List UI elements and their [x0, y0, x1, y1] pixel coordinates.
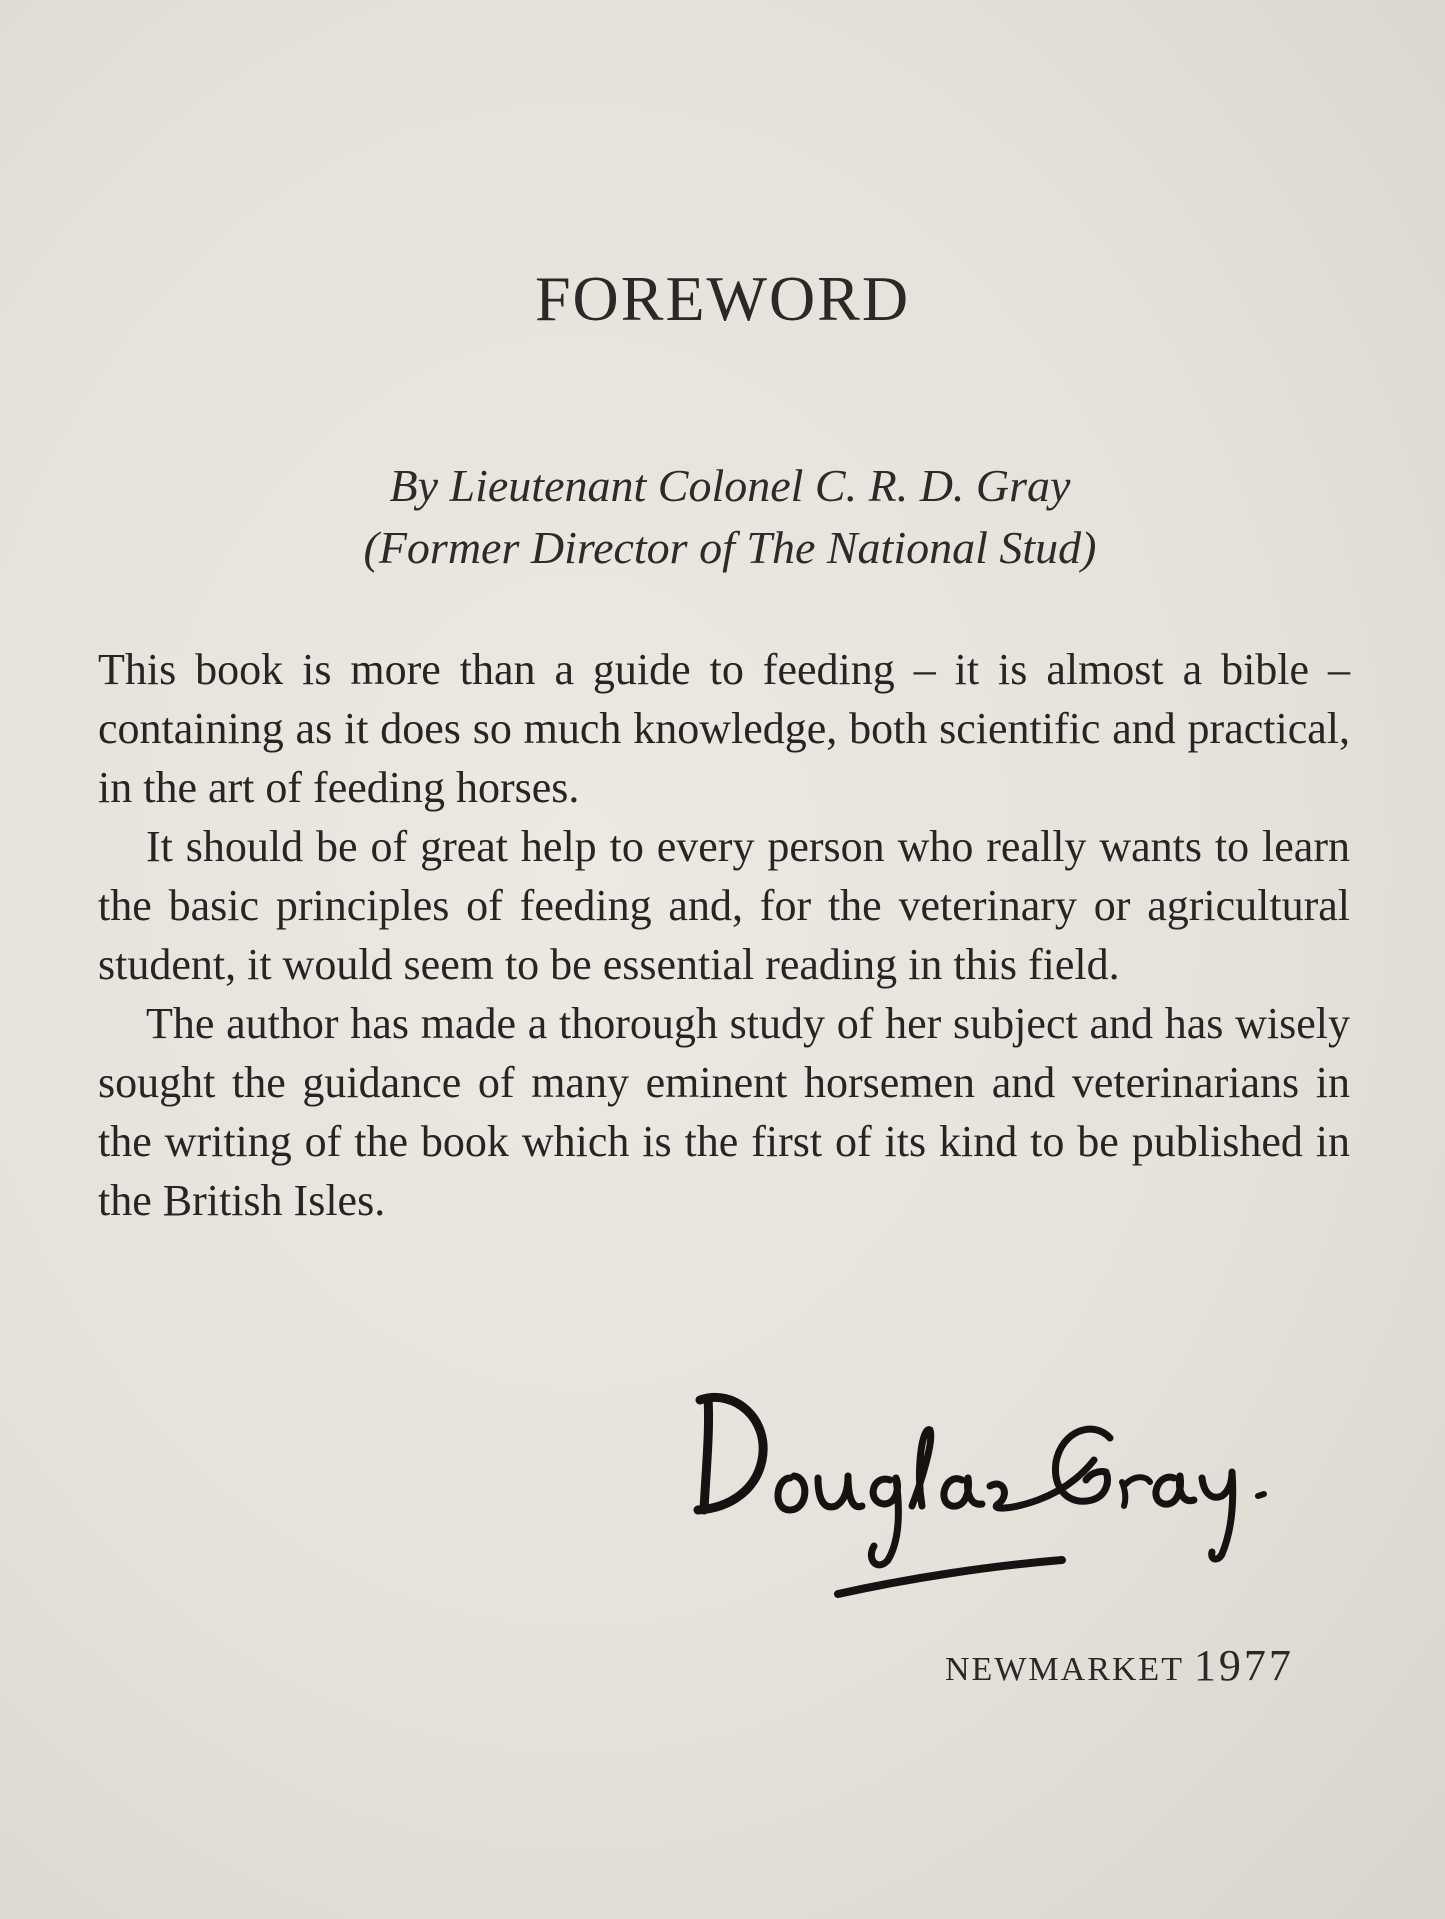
- place-and-date: [945, 1640, 1305, 1691]
- place-label: NEWMARKET: [945, 1651, 1184, 1688]
- byline-author: By Lieutenant Colonel C. R. D. Gray: [389, 460, 1071, 511]
- page-title: FOREWORD: [534, 263, 911, 334]
- paragraph-2: It should be of great help to every person who really wants to learn the basic principles of feeding and, for the veterinary or agricultural student, it would seem to be essential reading in this field.: [98, 822, 1350, 989]
- byline-role: (Former Director of The National Stud): [363, 522, 1097, 573]
- foreword-body: [98, 640, 1350, 1230]
- byline: [200, 455, 1260, 579]
- year-label: 1977: [1193, 1641, 1294, 1690]
- paragraph-1: This book is more than a guide to feeding – it is almost a bible – containing as it does so much knowledge, both scientific and practical, in the art of feeding horses.: [98, 645, 1350, 812]
- paragraph-3: The author has made a thorough study of her subject and has wisely sought the guidance of many eminent horsemen and veterinarians in the writing of the book which is the first of its kind to be published in the British Isles.: [98, 999, 1350, 1225]
- handwritten-signature: [690, 1360, 1310, 1600]
